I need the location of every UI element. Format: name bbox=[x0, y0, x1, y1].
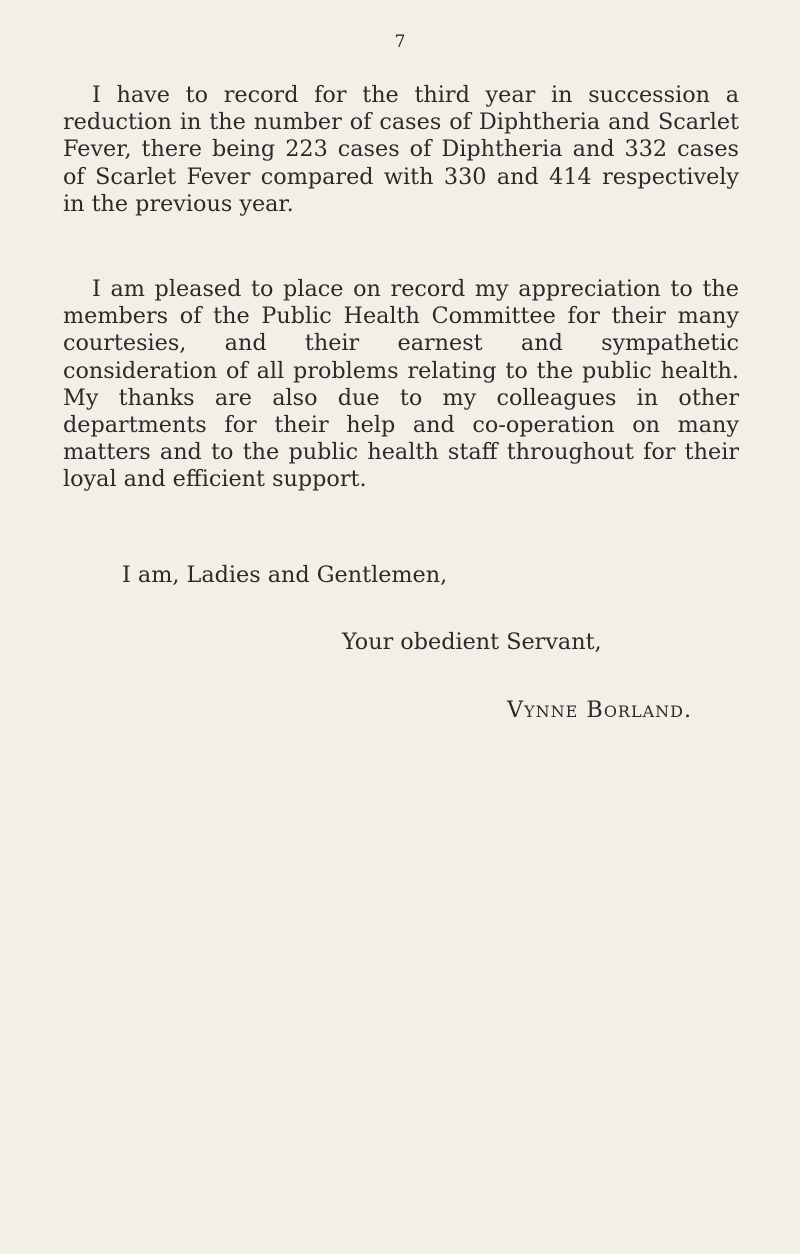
paragraph-appreciation: I am pleased to place on record my appreciation to the members of the Public Health Committee for their many courtesies, and their earnest and sympathetic consideration of all problems relating to the public health. My thanks are also due to my colleagues in other departments for their help and co-operation on many matters and to the public health staff throughout for their loyal and efficient support. bbox=[63, 276, 739, 493]
valediction: Your obedient Servant, bbox=[342, 629, 602, 655]
salutation: I am, Ladies and Gentlemen, bbox=[122, 562, 448, 588]
paragraph-disease-cases: I have to record for the third year in succession a reduction in the number of cases of Diphtheria and Scarlet Fever, there being 223 cases of Diphtheria and 332 cases of Scarlet Fever compared with 330 and 414 respectively in the previous year. bbox=[63, 82, 739, 217]
signature: Vynne Borland. bbox=[507, 697, 693, 723]
page-number: 7 bbox=[394, 32, 406, 52]
